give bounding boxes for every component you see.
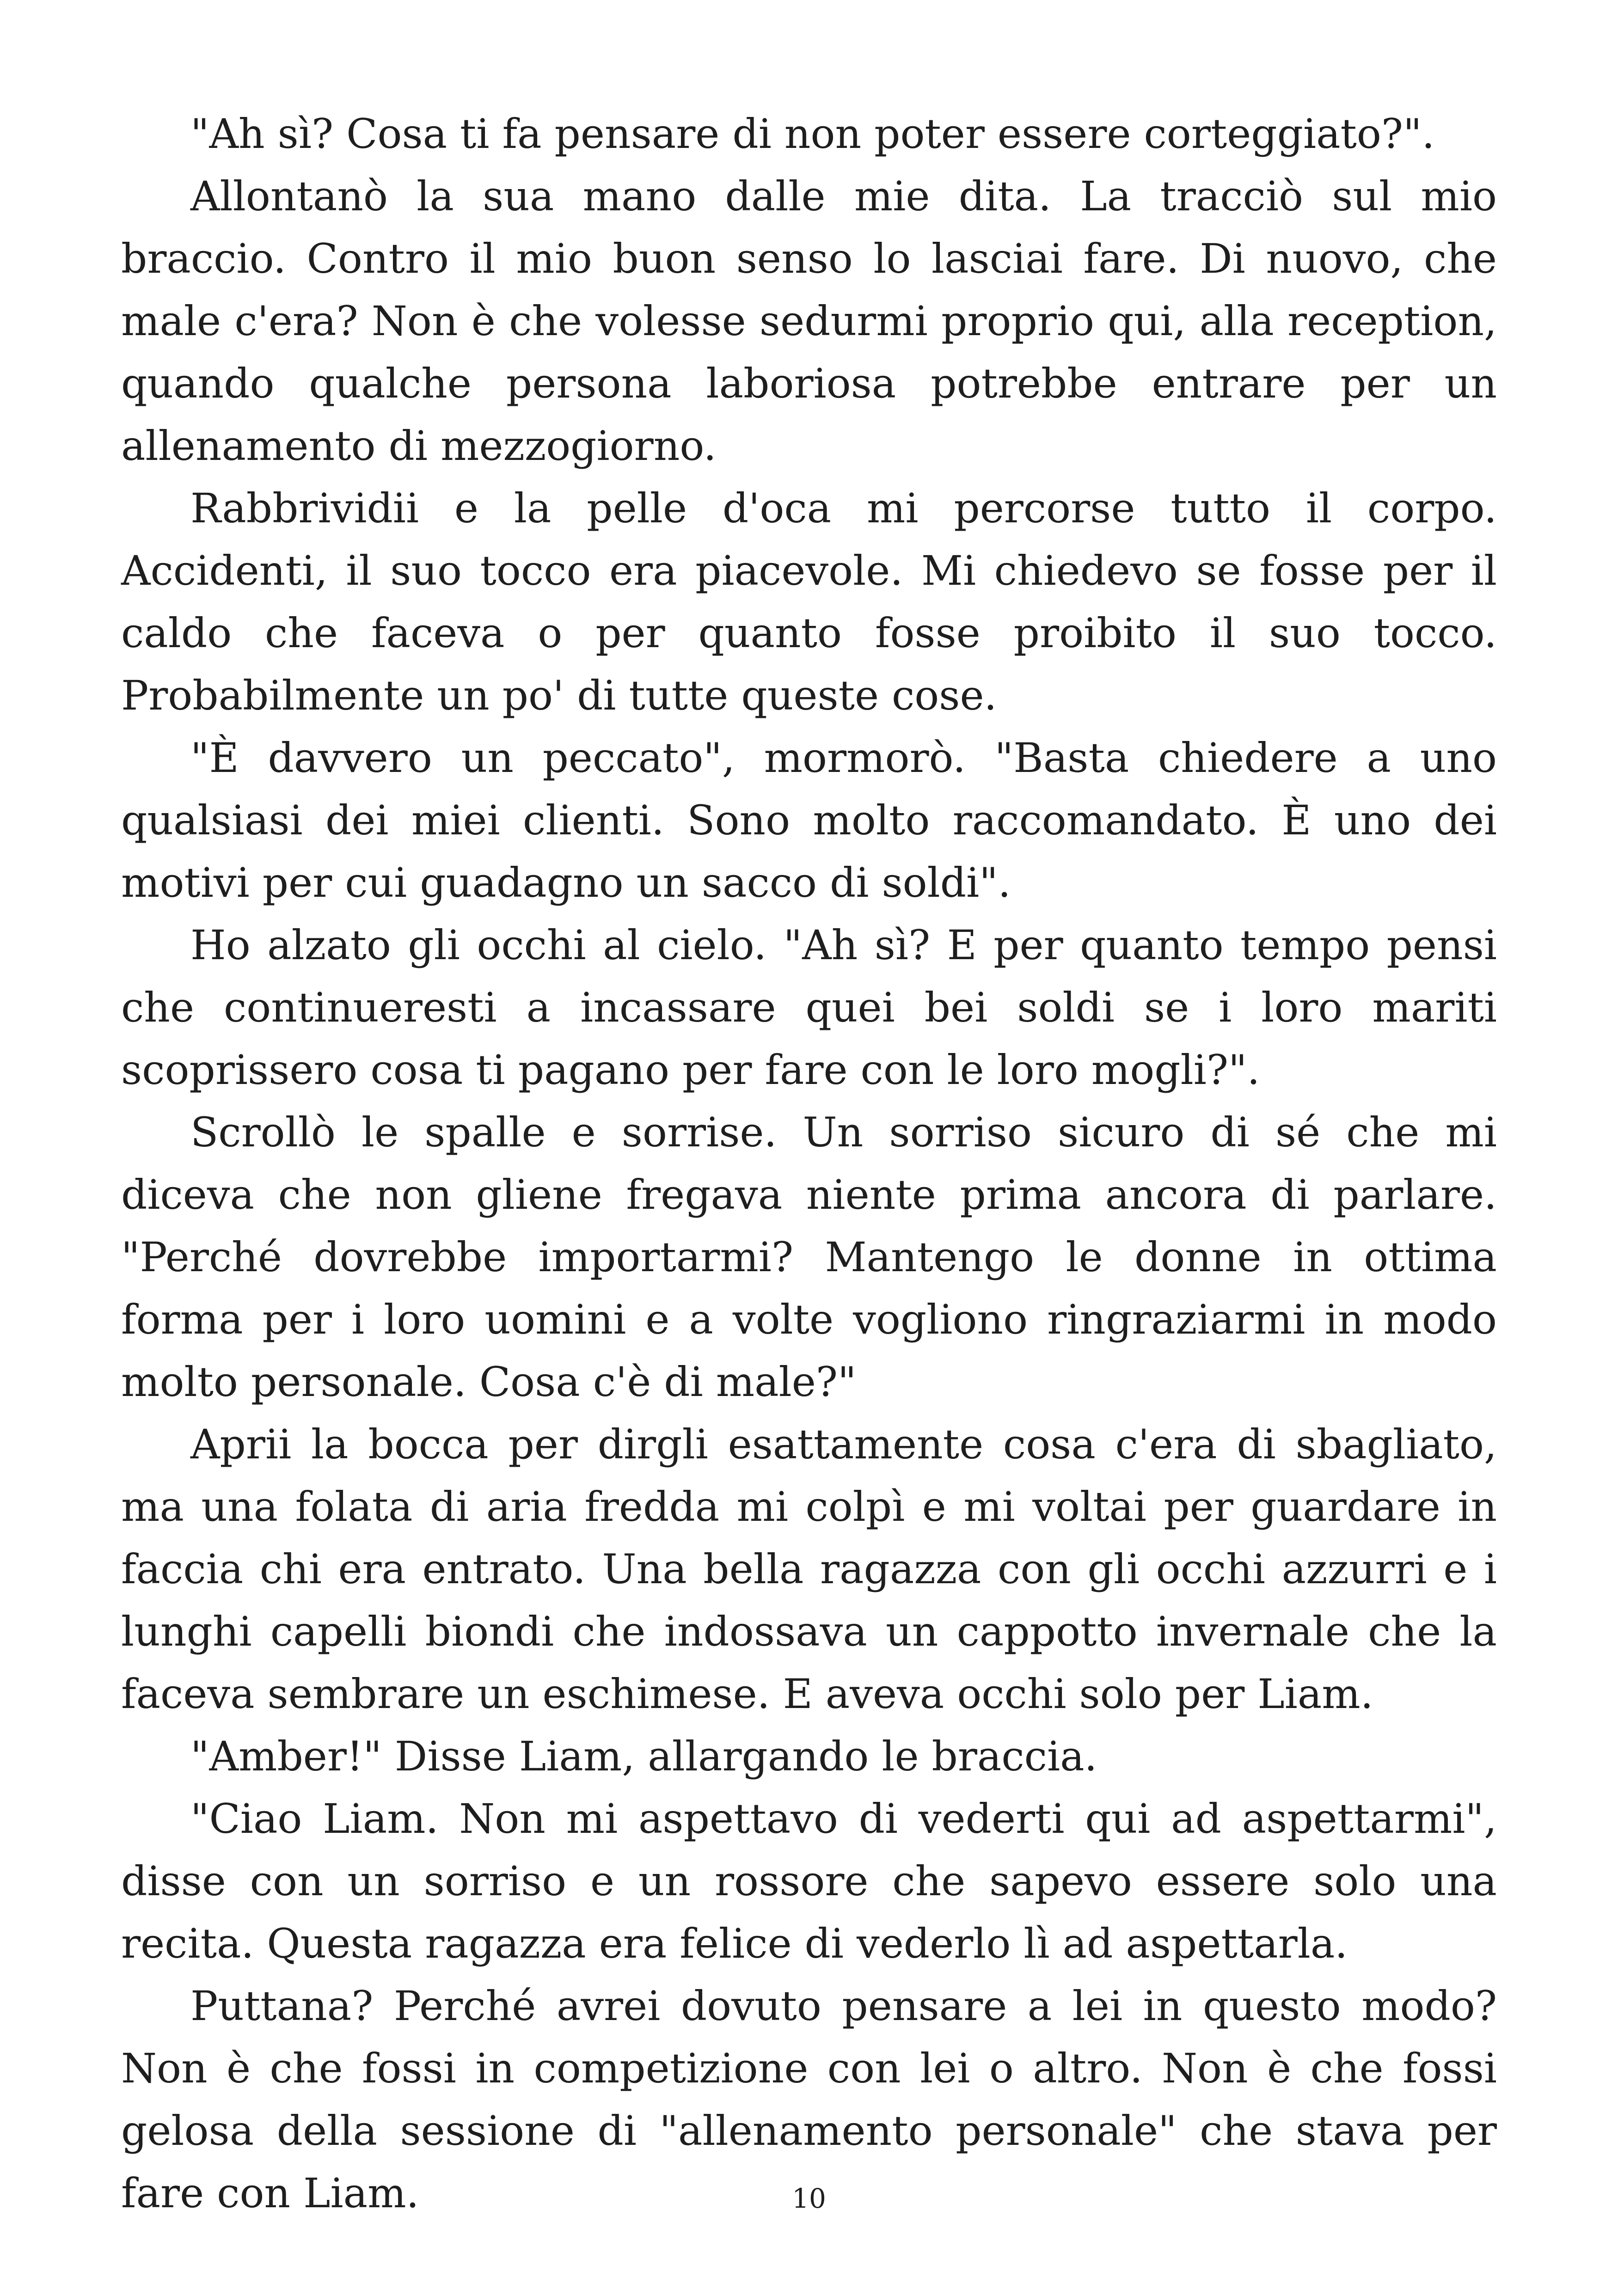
paragraph: Puttana? Perché avrei dovuto pensare a lei in questo modo? Non è che fossi in competizione con lei o altro. Non è che fossi gelosa della sessione di "allenamento personale" che stava per fare con Liam. [121, 1982, 1497, 2217]
paragraph: "È davvero un peccato", mormorò. "Basta chiedere a uno qualsiasi dei miei clienti. Sono molto raccomandato. È uno dei motivi per cui guadagno un sacco di soldi". [121, 734, 1497, 906]
paragraph: "Amber!" Disse Liam, allargando le braccia. [190, 1733, 1097, 1780]
paragraph: "Ciao Liam. Non mi aspettavo di vederti qui ad aspettarmi", disse con un sorriso e un rossore che sapevo essere solo una recita. Questa ragazza era felice di vederlo lì ad aspettarla. [121, 1795, 1497, 1967]
page-body [121, 103, 1497, 2224]
paragraph: Ho alzato gli occhi al cielo. "Ah sì? E per quanto tempo pensi che continueresti a incassare quei bei soldi se i loro mariti scoprissero cosa ti pagano per fare con le loro mogli?". [121, 921, 1497, 1094]
paragraph: Allontanò la sua mano dalle mie dita. La tracciò sul mio braccio. Contro il mio buon senso lo lasciai fare. Di nuovo, che male c'era? Non è che volesse sedurmi proprio qui, alla reception, quando qualche persona laboriosa potrebbe entrare per un allenamento di mezzogiorno. [121, 172, 1497, 470]
paragraph: Aprii la bocca per dirgli esattamente cosa c'era di sbagliato, ma una folata di aria fredda mi colpì e mi voltai per guardare in faccia chi era entrato. Una bella ragazza con gli occhi azzurri e i lunghi capelli biondi che indossava un cappotto invernale che la faceva sembrare un eschimese. E aveva occhi solo per Liam. [121, 1420, 1497, 1718]
paragraph: Rabbrividii e la pelle d'oca mi percorse tutto il corpo. Accidenti, il suo tocco era piacevole. Mi chiedevo se fosse per il caldo che faceva o per quanto fosse proibito il suo tocco. Probabilmente un po' di tutte queste cose. [121, 484, 1497, 719]
paragraph: Scrollò le spalle e sorrise. Un sorriso sicuro di sé che mi diceva che non gliene fregava niente prima ancora di parlare. "Perché dovrebbe importarmi? Mantengo le donne in ottima forma per i loro uomini e a volte vogliono ringraziarmi in modo molto personale. Cosa c'è di male?" [121, 1108, 1497, 1406]
page-number: 10 [792, 2183, 826, 2214]
paragraph: "Ah sì? Cosa ti fa pensare di non poter essere corteggiato?". [190, 110, 1435, 158]
